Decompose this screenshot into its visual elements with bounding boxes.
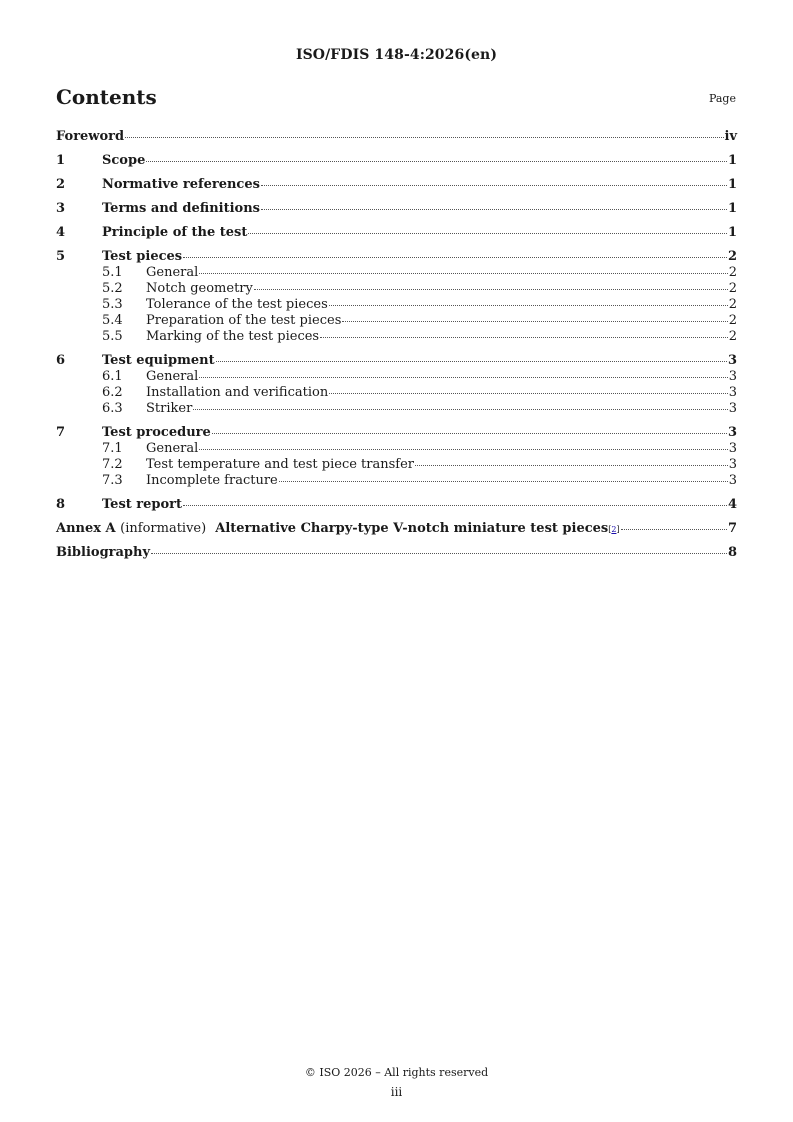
toc-subentry-page: 3 — [728, 457, 737, 472]
toc-subentry[interactable] — [56, 281, 737, 297]
annex-title: Alternative Charpy-type V-notch miniature test pieces — [215, 521, 609, 536]
toc-subentry-title: Marking of the test pieces — [146, 329, 320, 344]
toc-subentry-page: 2 — [728, 297, 737, 312]
toc-subentry-page: 3 — [728, 441, 737, 456]
page-column-label: Page — [708, 92, 736, 105]
toc-entry-number: 4 — [56, 225, 66, 240]
toc-entry-title: Scope — [102, 153, 146, 168]
toc-subentry[interactable] — [56, 265, 737, 281]
toc-subentry-page: 3 — [728, 369, 737, 384]
toc-entry-normative-references[interactable] — [56, 177, 737, 201]
toc-entry-title: Foreword — [56, 129, 125, 144]
dot-leader — [254, 289, 728, 290]
toc-subentry-title: Preparation of the test pieces — [146, 313, 342, 328]
toc-entry-page: 1 — [727, 225, 737, 240]
dot-leader — [151, 553, 727, 554]
toc-subentry-title: Striker — [146, 401, 193, 416]
toc-subentry-page: 3 — [728, 473, 737, 488]
dot-leader — [216, 361, 727, 362]
toc-subentry-number: 6.3 — [102, 401, 123, 416]
toc-subentry[interactable] — [56, 369, 737, 385]
toc-subentry-number: 6.2 — [102, 385, 123, 400]
dot-leader — [199, 449, 727, 450]
toc-entry-title: Bibliography — [56, 545, 151, 560]
toc-subentry-page: 2 — [728, 329, 737, 344]
annex-kind: (informative) — [120, 521, 207, 536]
toc-subentry-number: 7.2 — [102, 457, 123, 472]
toc-subentry-number: 5.3 — [102, 297, 123, 312]
dot-leader — [146, 161, 727, 162]
toc-entry-page: 7 — [727, 521, 737, 536]
toc-entry-title: Principle of the test — [102, 225, 248, 240]
toc-entry-page: 1 — [727, 177, 737, 192]
copyright-notice: © ISO 2026 – All rights reserved — [304, 1066, 489, 1079]
dot-leader — [261, 209, 727, 210]
toc-entry-test-equipment[interactable] — [56, 353, 737, 369]
toc-subentry-title: Test temperature and test piece transfer — [146, 457, 414, 472]
toc-entry-foreword[interactable] — [56, 129, 737, 153]
toc-entry-number: 3 — [56, 201, 66, 216]
dot-leader — [320, 337, 728, 338]
toc-entry-page: 3 — [727, 353, 737, 368]
toc-entry-terms-and-definitions[interactable] — [56, 201, 737, 225]
toc-entry-number: 2 — [56, 177, 66, 192]
annex-label: Annex A — [56, 521, 116, 536]
toc-subentry-title: Notch geometry — [146, 281, 253, 296]
toc-subentry-number: 7.1 — [102, 441, 123, 456]
toc-entry-title: Test pieces — [102, 249, 183, 264]
toc-entry-annex-a[interactable]: Annex A (informative) Alternative Charpy-type V-notch miniature test pieces [2] 7 — [56, 521, 737, 536]
dot-leader — [342, 321, 727, 322]
toc-subentry-title: General — [146, 369, 199, 384]
toc-subentry-title: General — [146, 441, 199, 456]
toc-subentry-number: 5.4 — [102, 313, 123, 328]
toc-subentry[interactable] — [56, 297, 737, 313]
toc-entry-test-procedure[interactable] — [56, 425, 737, 441]
toc-entry-number: 1 — [56, 153, 66, 168]
table-of-contents — [56, 129, 737, 569]
dot-leader — [199, 377, 727, 378]
toc-entry-page: 1 — [727, 153, 737, 168]
dot-leader — [279, 481, 728, 482]
toc-subentry-title: Incomplete fracture — [146, 473, 278, 488]
toc-subentry-number: 7.3 — [102, 473, 123, 488]
dot-leader — [183, 257, 727, 258]
toc-entry-principle-of-test[interactable] — [56, 225, 737, 249]
toc-entry-test-report[interactable] — [56, 497, 737, 521]
toc-entry-number: 5 — [56, 249, 66, 264]
dot-leader — [621, 529, 727, 530]
toc-subentry-title: Installation and verification — [146, 385, 329, 400]
toc-entry-number: 8 — [56, 497, 66, 512]
toc-entry-number: 6 — [56, 353, 66, 368]
toc-subentry-title: Tolerance of the test pieces — [146, 297, 328, 312]
toc-entry-page: 1 — [727, 201, 737, 216]
toc-subentry-page: 2 — [728, 313, 737, 328]
toc-entry-number: 7 — [56, 425, 66, 440]
dot-leader — [261, 185, 727, 186]
toc-entry-page: 4 — [727, 497, 737, 512]
toc-subentry-page: 3 — [728, 401, 737, 416]
toc-entry-title: Test report — [102, 497, 183, 512]
toc-subentry-page: 3 — [728, 385, 737, 400]
toc-entry-page: 8 — [727, 545, 737, 560]
toc-subentry[interactable] — [56, 473, 737, 489]
toc-entry-title: Test equipment — [102, 353, 215, 368]
toc-entry-title: Test procedure — [102, 425, 211, 440]
toc-subentry-page: 2 — [728, 281, 737, 296]
document-header: ISO/FDIS 148-4:2026(en) — [295, 47, 498, 63]
toc-subentry[interactable] — [56, 329, 737, 345]
dot-leader — [248, 233, 727, 234]
dot-leader — [183, 505, 727, 506]
toc-subentry[interactable] — [56, 313, 737, 329]
dot-leader — [415, 465, 728, 466]
page-number: iii — [390, 1085, 403, 1099]
dot-leader — [199, 273, 727, 274]
toc-subentry-number: 5.2 — [102, 281, 123, 296]
toc-subentry[interactable] — [56, 385, 737, 401]
toc-subentry[interactable] — [56, 401, 737, 417]
page-title: Contents — [56, 85, 157, 109]
toc-entry-page: 3 — [727, 425, 737, 440]
toc-subentry-number: 6.1 — [102, 369, 123, 384]
toc-entry-page: iv — [724, 129, 737, 144]
toc-subentry-number: 5.1 — [102, 265, 123, 280]
toc-subentry-title: General — [146, 265, 199, 280]
toc-entry-page: 2 — [727, 249, 737, 264]
toc-subentry-page: 2 — [728, 265, 737, 280]
toc-subentry[interactable] — [56, 441, 737, 457]
bibliography-reference-link[interactable]: 2 — [611, 525, 617, 534]
toc-entry-title: Normative references — [102, 177, 260, 192]
toc-subentry-number: 5.5 — [102, 329, 123, 344]
dot-leader — [125, 137, 723, 138]
toc-entry-bibliography[interactable] — [56, 545, 737, 569]
toc-entry-title: Terms and definitions — [102, 201, 260, 216]
dot-leader — [329, 305, 728, 306]
toc-entry-scope[interactable] — [56, 153, 737, 177]
dot-leader — [193, 409, 727, 410]
dot-leader — [212, 433, 727, 434]
toc-subentry[interactable] — [56, 457, 737, 473]
toc-entry-test-pieces[interactable] — [56, 249, 737, 265]
dot-leader — [329, 393, 728, 394]
